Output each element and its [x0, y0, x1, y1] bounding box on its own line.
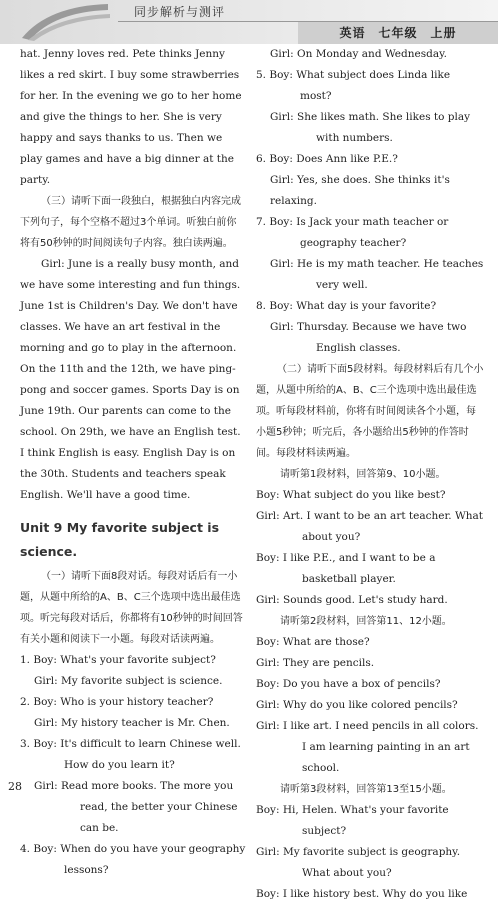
- dialogue-line: Boy: What subject do you like best?: [256, 489, 446, 501]
- section-instructions: （二）请听下面5段材料。每段材料后有几个小题，从题中所给的A、B、C三个选项中选出最佳选项。听每段材料前，你将有时间阅读各个小题，每小题5秒钟；听完后，各小题给出5秒钟的作答时间。每段材料读两遍。: [256, 364, 484, 459]
- dialogue-line: 5. Boy: What subject does Linda like most?: [256, 69, 451, 102]
- dialogue-line: Girl: She likes math. She likes to play with numbers.: [270, 111, 471, 144]
- section-instructions: （一）请听下面8段对话。每段对话后有一小题，从题中所给的A、B、C三个选项中选出最佳选项。听完每段对话后，你都将有10秒钟的时间回答有关小题和阅读下一小题。每段对话读两遍。: [20, 571, 243, 645]
- page-number: 28: [8, 780, 22, 793]
- dialogue-line: Boy: I like history best. Why do you like: [256, 888, 468, 900]
- dialogue-line: Boy: Hi, Helen. What's your favorite subject?: [256, 804, 449, 837]
- dialogue-line: Girl: My favorite subject is geography. What about you?: [256, 846, 461, 879]
- dialogue-line: Girl: My history teacher is Mr. Chen.: [34, 717, 230, 729]
- section-instructions: （三）请听下面一段独白，根据独白内容完成下列句子，每个空格不超过3个单词。听独白前你将有50秒钟的时间阅读句子内容。独白读两遍。: [20, 196, 241, 249]
- dialogue-line: 8. Boy: What day is your favorite?: [256, 300, 437, 312]
- dialogue-line: Boy: Do you have a box of pencils?: [256, 678, 441, 690]
- dialogue-line: Girl: My favorite subject is science.: [34, 675, 223, 687]
- book-logo-icon: [18, 2, 113, 42]
- unit-title: Unit 9 My favorite subject is science.: [20, 520, 220, 559]
- dialogue-line: 6. Boy: Does Ann like P.E.?: [256, 153, 398, 165]
- dialogue-line: Girl: Art. I want to be an art teacher. What about you?: [256, 510, 484, 543]
- dialogue-line: Girl: Why do you like colored pencils?: [256, 699, 458, 711]
- monologue: Girl: June is a really busy month, and we have some interesting and fun things. June 1st is Children's Day. We don't have classes. We have an art festival in the morning and go to play in the afternoon. On the 11th and the 12th, we have ping-pong and soccer games. Sports Day is on June 19th. Our parents can come to the school. On 29th, we have an English test. I think English is easy. English Day is on the 30th. Students and teachers speak English. We'll have a good time.: [20, 258, 241, 501]
- dialogue-line: 3. Boy: It's difficult to learn Chinese well. How do you learn it?: [20, 738, 241, 771]
- dialogue-line: Boy: What are those?: [256, 636, 370, 648]
- left-column: [20, 44, 246, 881]
- dialogue-line: Girl: He is my math teacher. He teaches very well.: [270, 258, 484, 291]
- paragraph: hat. Jenny loves red. Pete thinks Jenny likes a red skirt. I buy some strawberries for her. In the evening we go to her home and give the things to her. She is very happy and says thanks to us. Then we play games and have a big dinner at the party.: [20, 48, 242, 186]
- dialogue-line: Girl: Read more books. The more you read, the better your Chinese can be.: [34, 780, 238, 834]
- dialogue-line: 4. Boy: When do you have your geography lessons?: [20, 843, 246, 876]
- material-instructions: 请听第1段材料，回答第9、10小题。: [280, 469, 446, 480]
- dialogue-line: 2. Boy: Who is your history teacher?: [20, 696, 214, 708]
- material-instructions: 请听第2段材料，回答第11、12小题。: [280, 616, 452, 627]
- dialogue-line: Girl: Yes, she does. She thinks it's relaxing.: [270, 174, 450, 207]
- dialogue-line: Girl: They are pencils.: [256, 657, 375, 669]
- dialogue-line: 7. Boy: Is Jack your math teacher or geography teacher?: [256, 216, 449, 249]
- dialogue-line: Girl: Thursday. Because we have two English classes.: [270, 321, 467, 354]
- dialogue-line: Boy: I like P.E., and I want to be a basketball player.: [256, 552, 436, 585]
- header-title: 同步解析与测评: [134, 5, 226, 19]
- material-instructions: 请听第3段材料，回答第13至15小题。: [280, 784, 452, 795]
- dialogue-line: Girl: On Monday and Wednesday.: [270, 48, 447, 60]
- dialogue-line: Girl: I like art. I need pencils in all colors. I am learning painting in an art school.: [256, 720, 479, 774]
- dialogue-line: Girl: Sounds good. Let's study hard.: [256, 594, 448, 606]
- header-subtitle: 英语 七年级 上册: [298, 22, 498, 44]
- right-column: [256, 44, 484, 905]
- dialogue-line: 1. Boy: What's your favorite subject?: [20, 654, 216, 666]
